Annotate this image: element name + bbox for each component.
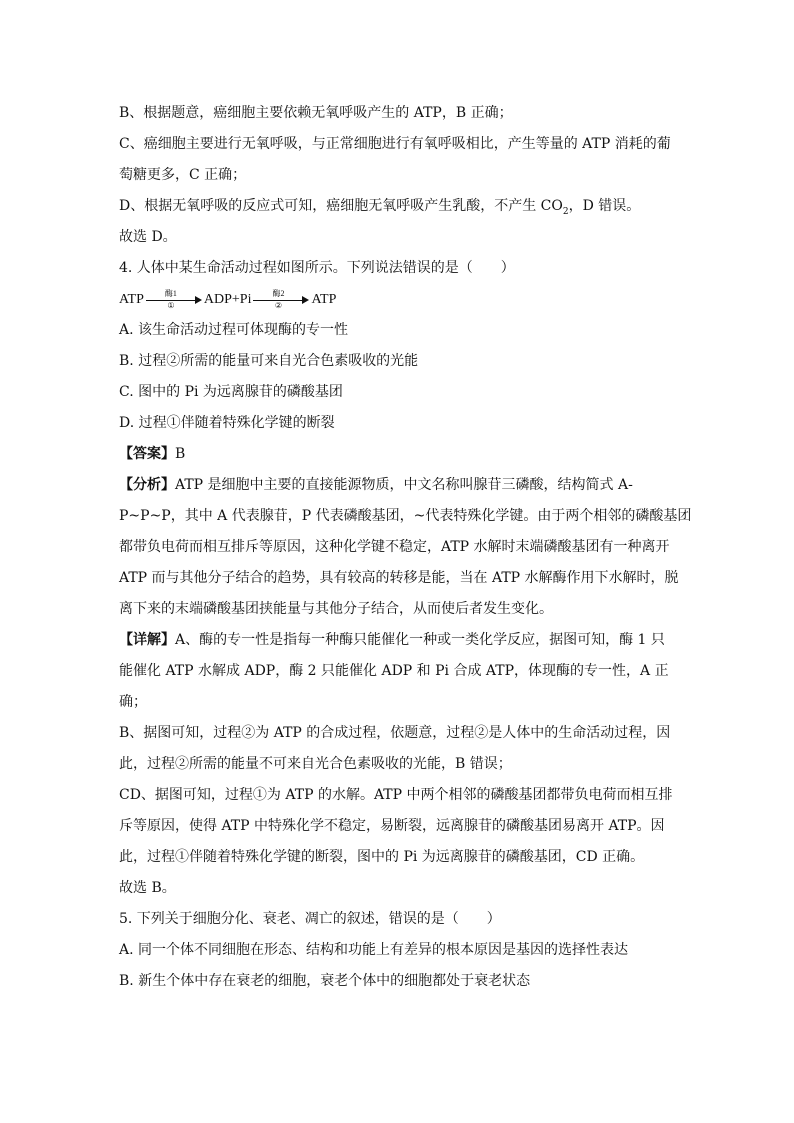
answer-value: B [175, 446, 186, 462]
q4-detail-line-5: 此，过程②所需的能量不可来自光合色素吸收的光能，B 错误； [119, 756, 512, 772]
document-body [119, 98, 692, 997]
previous-conclusion: 故选 D。 [119, 229, 177, 245]
q4-answer [119, 439, 679, 470]
equation-product: ATP [311, 292, 337, 307]
q4-analysis-line-3: 都带负电荷而相互排斥等原因，这种化学键不稳定，ATP 水解时末端磷酸基团有一种离开 [119, 539, 670, 555]
process-2-label: ② [274, 300, 283, 310]
question-5-stem: 5. 下列关于细胞分化、衰老、凋亡的叙述，错误的是（ ） [119, 911, 501, 927]
equation-reactant: ATP [119, 292, 144, 307]
q4-analysis-line-2: P~P~P，其中 A 代表腺苷，P 代表磷酸基团，~代表特殊化学键。由于两个相邻的磷酸基团 [119, 508, 692, 524]
q4-detail-line-2: 能催化 ATP 水解成 ADP，酶 2 只能催化 ADP 和 Pi 合成 ATP，体现酶的专一性，A 正 [119, 663, 669, 679]
answer-tag: 【答案】 [119, 446, 175, 462]
process-1-label: ① [167, 300, 175, 310]
analysis-text: ATP 是细胞中主要的直接能源物质，中文名称叫腺苷三磷酸，结构简式 A- [175, 477, 633, 493]
q4-detail-line-1 [119, 625, 679, 656]
detail-tag: 【详解】 [119, 632, 175, 648]
option-b-explanation: B、根据题意，癌细胞主要依赖无氧呼吸产生的 ATP，B 正确； [119, 105, 513, 121]
option-d-explanation [119, 191, 679, 222]
q4-analysis-line-4: ATP 而与其他分子结合的趋势，具有较高的转移是能，当在 ATP 水解酶作用下水解时，脱 [119, 570, 679, 586]
option-d-text: D、根据无氧呼吸的反应式可知，癌细胞无氧呼吸产生乳酸，不产生 CO [119, 198, 563, 214]
option-d-text-end: ，D 错误。 [568, 198, 641, 214]
arrow-2-head-icon [302, 296, 309, 304]
q4-detail-line-3: 确； [119, 694, 147, 710]
detail-text: A、酶的专一性是指每一种酶只能催化一种或一类化学反应，据图可知，酶 1 只 [175, 632, 665, 648]
co2-subscript: 2 [562, 206, 569, 217]
q4-option-c: C. 图中的 Pi 为远离腺苷的磷酸基团 [119, 384, 343, 400]
enzyme-2-label: 酶2 [272, 288, 285, 298]
q4-detail-line-4: B、据图可知，过程②为 ATP 的合成过程，依题意，过程②是人体中的生命活动过程，因 [119, 725, 671, 741]
arrow-1-head-icon [195, 296, 202, 304]
reaction-equation [119, 284, 679, 315]
q4-detail-line-6: CD、据图可知，过程①为 ATP 的水解。ATP 中两个相邻的磷酸基团都带负电荷而相互排 [119, 787, 673, 803]
q5-option-b: B. 新生个体中存在衰老的细胞，衰老个体中的细胞都处于衰老状态 [119, 973, 531, 989]
q4-analysis-line-5: 离下来的末端磷酸基团挟能量与其他分子结合，从而使后者发生变化。 [119, 601, 553, 617]
reaction-arrow-1 [146, 288, 202, 312]
q4-detail-line-7: 斥等原因，使得 ATP 中特殊化学不稳定，易断裂，远离腺苷的磷酸基团易离开 ATP。因 [119, 818, 665, 834]
q4-analysis-line-1 [119, 470, 679, 501]
q5-option-a: A. 同一个体不同细胞在形态、结构和功能上有差异的根本原因是基因的选择性表达 [119, 942, 629, 958]
analysis-tag: 【分析】 [119, 477, 175, 493]
q4-option-d: D. 过程①伴随着特殊化学键的断裂 [119, 415, 335, 431]
q4-option-b: B. 过程②所需的能量可来自光合色素吸收的光能 [119, 353, 419, 369]
enzyme-1-label: 酶1 [164, 288, 177, 298]
equation-intermediate: ADP+Pi [203, 292, 252, 307]
option-c-explanation-line-1: C、癌细胞主要进行无氧呼吸，与正常细胞进行有氧呼吸相比，产生等量的 ATP 消耗的葡 [119, 136, 671, 152]
reaction-arrow-2 [253, 288, 309, 312]
q4-option-a: A. 该生命活动过程可体现酶的专一性 [119, 322, 349, 338]
option-c-explanation-line-2: 萄糖更多，C 正确； [119, 167, 247, 183]
q4-detail-line-8: 此，过程①伴随着特殊化学键的断裂，图中的 Pi 为远离腺苷的磷酸基团，CD 正确。 [119, 849, 645, 865]
q4-detail-line-9: 故选 B。 [119, 880, 176, 896]
question-4-stem: 4. 人体中某生命活动过程如图所示。下列说法错误的是（ ） [119, 260, 515, 276]
